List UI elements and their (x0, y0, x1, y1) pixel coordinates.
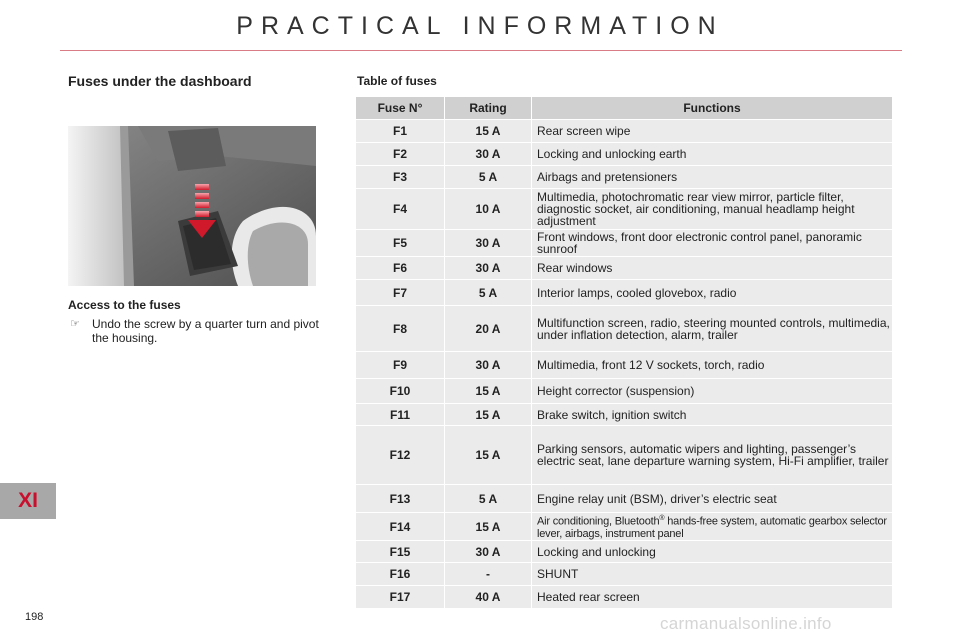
access-instructions: Undo the screw by a quarter turn and pivot the housing. (92, 317, 319, 345)
table-header-row (356, 97, 893, 120)
fuse-rating: 30 A (445, 541, 532, 563)
fuse-number: F10 (356, 379, 445, 404)
table-row (356, 485, 893, 513)
fuse-function: Rear windows (532, 257, 893, 280)
fuse-number: F9 (356, 352, 445, 379)
table-title: Table of fuses (357, 74, 437, 88)
fuse-rating: 5 A (445, 485, 532, 513)
fuse-rating: 30 A (445, 352, 532, 379)
fuse-number: F8 (356, 306, 445, 352)
fuse-number: F14 (356, 513, 445, 541)
table-row (356, 352, 893, 379)
fuse-function: Rear screen wipe (532, 120, 893, 143)
fuse-number: F6 (356, 257, 445, 280)
watermark: carmanualsonline.info (660, 614, 832, 633)
fuse-number: F16 (356, 563, 445, 586)
fuse-rating: 30 A (445, 230, 532, 257)
fuse-rating: 5 A (445, 280, 532, 306)
fuse-rating: 5 A (445, 166, 532, 189)
fuse-number: F5 (356, 230, 445, 257)
fuse-rating: 40 A (445, 586, 532, 609)
fuse-table (355, 96, 893, 609)
registered-mark: ® (659, 515, 665, 523)
chapter-tab (0, 483, 56, 519)
fuse-number: F2 (356, 143, 445, 166)
header-divider (60, 50, 902, 51)
fuse-function: Front windows, front door electronic control panel, panoramic sunroof (532, 230, 893, 257)
fuse-rating: 15 A (445, 426, 532, 485)
fuse-rating: 10 A (445, 189, 532, 230)
fuse-rating: 15 A (445, 404, 532, 426)
access-title: Access to the fuses (68, 298, 181, 312)
fuse-rating: 15 A (445, 379, 532, 404)
table-row (356, 120, 893, 143)
fuse-number: F1 (356, 120, 445, 143)
fuse-rating: 30 A (445, 257, 532, 280)
fuse-rating: 30 A (445, 143, 532, 166)
fuse-function: Airbags and pretensioners (532, 166, 893, 189)
fuse-number: F3 (356, 166, 445, 189)
fuse-function-part: Air conditioning, Bluetooth (537, 515, 660, 528)
fuse-function: Locking and unlocking earth (532, 143, 893, 166)
fuse-rating: 20 A (445, 306, 532, 352)
table-row (356, 189, 893, 230)
table-row (356, 404, 893, 426)
table-row (356, 280, 893, 306)
table-row (356, 563, 893, 586)
fuse-function: Height corrector (suspension) (532, 379, 893, 404)
table-row (356, 426, 893, 485)
fuse-number: F11 (356, 404, 445, 426)
table-row (356, 306, 893, 352)
fuse-number: F17 (356, 586, 445, 609)
table-row (356, 257, 893, 280)
fuse-rating: 15 A (445, 513, 532, 541)
table-row (356, 166, 893, 189)
fuse-function: Engine relay unit (BSM), driver’s electric seat (532, 485, 893, 513)
fuse-function: SHUNT (532, 563, 893, 586)
fuse-rating: - (445, 563, 532, 586)
pointer-bullet-icon: ☞ (70, 318, 80, 330)
fuse-number: F4 (356, 189, 445, 230)
section-title: Fuses under the dashboard (68, 73, 252, 89)
fuse-function: Locking and unlocking (532, 541, 893, 563)
header-functions: Functions (532, 97, 893, 120)
table-row (356, 143, 893, 166)
table-row (356, 379, 893, 404)
fuse-function: Multimedia, front 12 V sockets, torch, radio (532, 352, 893, 379)
fuse-number: F12 (356, 426, 445, 485)
fuse-function: Parking sensors, automatic wipers and lighting, passenger’s electric seat, lane departure warning system, Hi-Fi amplifier, trailer (532, 426, 893, 485)
header-fuse-number: Fuse N° (356, 97, 445, 120)
fuse-rating: 15 A (445, 120, 532, 143)
table-row (356, 513, 893, 541)
header-rating: Rating (445, 97, 532, 120)
chapter-label: XI (18, 489, 38, 512)
fuse-function: Multifunction screen, radio, steering mounted controls, multimedia, under inflation detection, alarm, trailer (532, 306, 893, 352)
fuse-function-part: hands-free system, automatic gearbox selector lever, airbags, instrument panel (537, 515, 887, 540)
fuse-function (532, 513, 893, 541)
fuse-function: Interior lamps, cooled glovebox, radio (532, 280, 893, 306)
fuse-number: F7 (356, 280, 445, 306)
fuse-function: Multimedia, photochromatic rear view mirror, particle filter, diagnostic socket, air conditioning, manual headlamp height adjustment (532, 189, 893, 230)
fuse-function: Heated rear screen (532, 586, 893, 609)
page-number: 198 (25, 611, 44, 623)
fuse-number: F15 (356, 541, 445, 563)
table-row (356, 541, 893, 563)
table-row (356, 586, 893, 609)
table-row (356, 230, 893, 257)
fuse-number: F13 (356, 485, 445, 513)
page-header-title: PRACTICAL INFORMATION (236, 12, 724, 40)
fuse-function: Brake switch, ignition switch (532, 404, 893, 426)
fuse-box-photo (68, 126, 316, 286)
